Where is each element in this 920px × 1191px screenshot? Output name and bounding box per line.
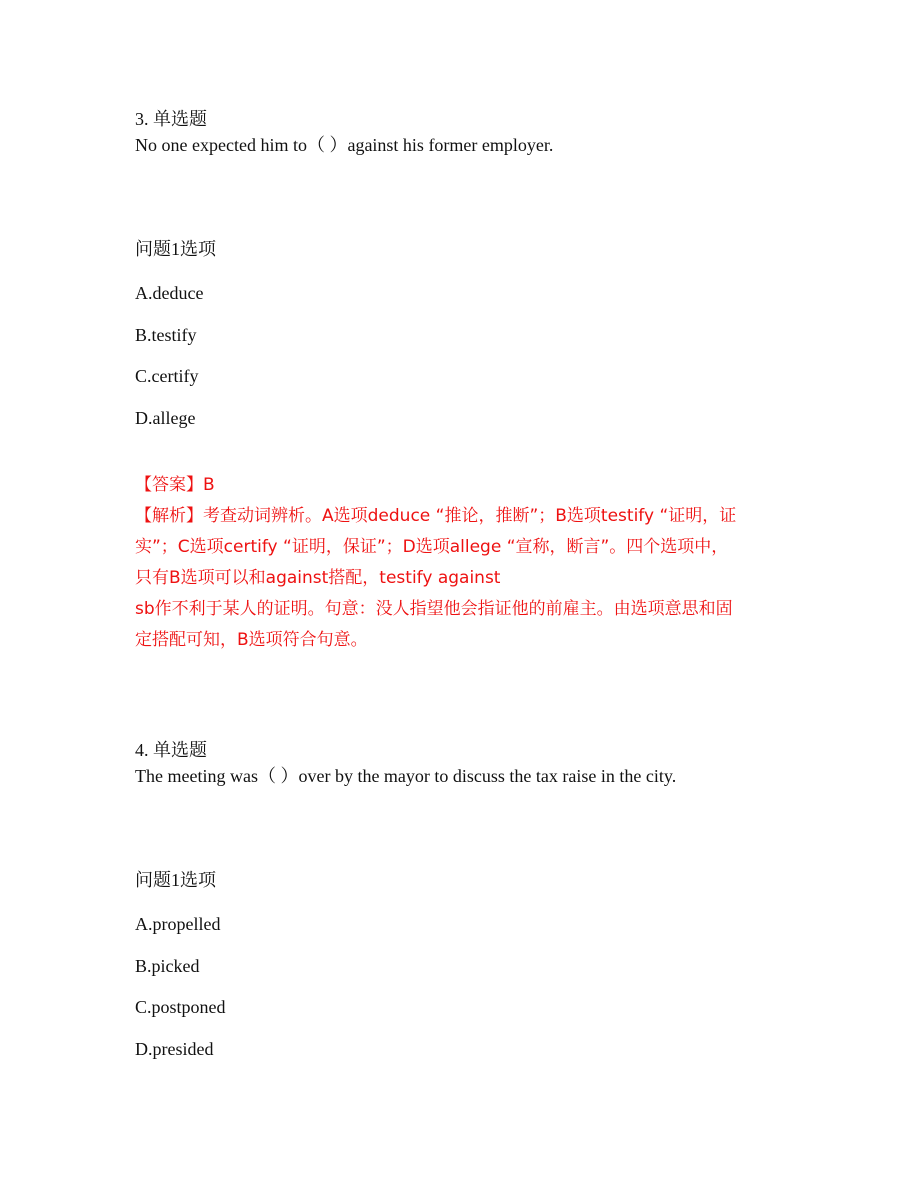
question-3-options <box>135 237 795 447</box>
question-header: 3. 单选题 <box>135 109 207 129</box>
analysis-line: 【解析】考查动词辨析。A选项deduce “推论，推断”；B选项testify “证明，证 <box>135 506 737 526</box>
question-stem: No one expected him to（ ）against his former employer. <box>135 135 554 155</box>
option-c: C.certify <box>135 366 199 386</box>
answer-explanation <box>135 470 785 656</box>
option-b: B.picked <box>135 955 200 976</box>
option-d: D.allege <box>135 407 196 428</box>
question-4-options <box>135 868 795 1078</box>
analysis-line: 实”；C选项certify “证明，保证”；D选项allege “宣称，断言”。四个选项中， <box>135 537 729 557</box>
options-title: 问题1选项 <box>135 239 216 259</box>
options-title: 问题1选项 <box>135 870 216 890</box>
question-4 <box>135 738 795 788</box>
option-c: C.postponed <box>135 997 226 1017</box>
question-stem: The meeting was（ ）over by the mayor to discuss the tax raise in the city. <box>135 766 677 786</box>
question-header: 4. 单选题 <box>135 740 207 760</box>
option-a: A.deduce <box>135 283 204 303</box>
question-3 <box>135 107 795 157</box>
answer-label: 【答案】B <box>135 475 215 495</box>
option-b: B.testify <box>135 324 197 345</box>
analysis-line: sb作不利于某人的证明。句意：没人指望他会指证他的前雇主。由选项意思和固 <box>135 599 733 619</box>
analysis-line: 只有B选项可以和against搭配，testify against <box>135 568 501 588</box>
option-d: D.presided <box>135 1038 214 1059</box>
option-a: A.propelled <box>135 914 221 934</box>
analysis-line: 定搭配可知，B选项符合句意。 <box>135 630 368 650</box>
